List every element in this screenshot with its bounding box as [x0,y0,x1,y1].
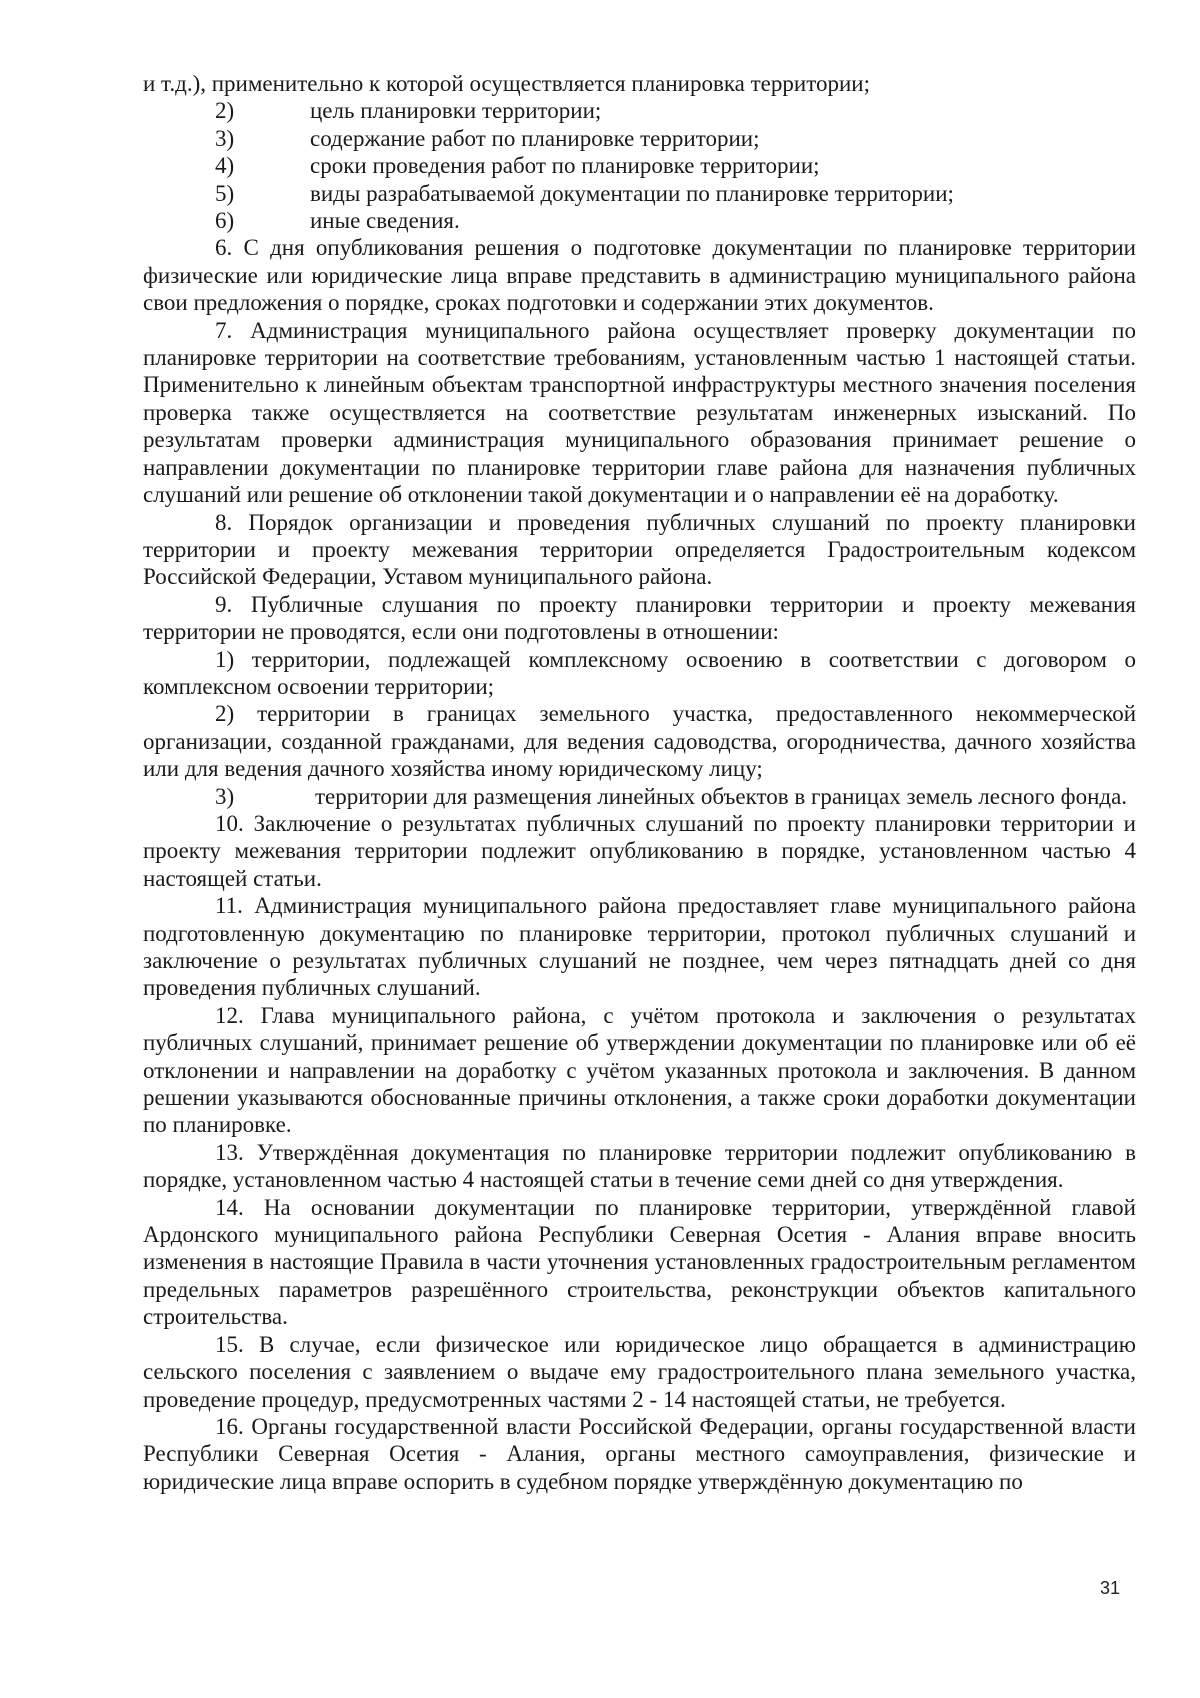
paragraph-14: 14. На основании документации по планировке территории, утверждённой главой Ардонского муниципального района Республики Северная Осетия - Алания вправе вносить изменения в настоящие Правила в части уточнения установленных градостроительным регламентом предельных параметров разрешённого строительства, реконструкции объектов капитального строительства. [143,1194,1136,1330]
paragraph-8: 8. Порядок организации и проведения публичных слушаний по проекту планировки территории и проекту межевания территории определяется Градостроительным кодексом Российской Федерации, Уставом муниципального района. [143,509,1136,590]
list-text: сроки проведения работ по планировке территории; [310,153,820,179]
paragraph-9-item-1: 1) территории, подлежащей комплексному освоению в соответствии с договором о комплексном освоении территории; [143,646,1136,699]
paragraph-9-item-3 [143,783,1136,810]
list-item [143,125,1136,152]
list-text: виды разрабатываемой документации по планировке территории; [310,180,954,206]
paragraph-7: 7. Администрация муниципального района осуществляет проверку документации по планировке территории на соответствие требованиям, установленным частью 1 настоящей статьи. Применительно к линейным объектам транспортной инфраструктуры местного значения поселения проверка также осуществляется на соответствие результатам инженерных изысканий. По результатам проверки администрация муниципального образования принимает решение о направлении документации по планировке территории главе района для назначения публичных слушаний или решение об отклонении такой документации и о направлении её на доработку. [143,317,1136,508]
list-number: 2) [215,98,235,124]
list-item [143,207,1136,234]
list-text: содержание работ по планировке территории; [310,125,760,151]
paragraph-12: 12. Глава муниципального района, с учётом протокола и заключения о результатах публичных слушаний, принимает решение об утверждении документации по планировке или об её отклонении и направлении на доработку с учётом указанных протокола и заключения. В данном решении указываются обоснованные причины отклонения, а также сроки доработки документации по планировке. [143,1002,1136,1138]
list-number: 6) [215,208,235,234]
list-number: 5) [215,180,235,206]
paragraph-15: 15. В случае, если физическое или юридическое лицо обращается в администрацию сельского поселения с заявлением о выдаче ему градостроительного плана земельного участка, проведение процедур, предусмотренных частями 2 - 14 настоящей статьи, не требуется. [143,1331,1136,1412]
list-text: цель планировки территории; [310,98,602,124]
paragraph-10: 10. Заключение о результатах публичных слушаний по проекту планировки территории и проекту межевания территории подлежит опубликованию в порядке, установленном частью 4 настоящей статьи. [143,810,1136,891]
list-item [143,180,1136,207]
list-text: территории для размещения линейных объектов в границах земель лесного фонда. [315,783,1128,809]
paragraph-9: 9. Публичные слушания по проекту планировки территории и проекту межевания территории не проводятся, если они подготовлены в отношении: [143,591,1136,645]
list-number: 4) [215,153,235,179]
continuation-line: и т.д.), применительно к которой осуществляется планировка территории; [143,71,870,96]
list-number: 3) [215,125,235,151]
list-item [143,97,1136,124]
list-text: иные сведения. [310,208,460,234]
page-number: 31 [1100,1578,1121,1598]
paragraph-16: 16. Органы государственной власти Российской Федерации, органы государственной власти Республики Северная Осетия - Алания, органы местного самоуправления, физические и юридические лица вправе оспорить в судебном порядке утверждённую документацию по [143,1413,1136,1494]
list-number: 3) [215,783,235,809]
paragraph-6: 6. С дня опубликования решения о подготовке документации по планировке территории физические или юридические лица вправе представить в администрацию муниципального района свои предложения о порядке, сроках подготовки и содержании этих документов. [143,235,1136,316]
paragraph-11: 11. Администрация муниципального района предоставляет главе муниципального района подготовленную документацию по планировке территории, протокол публичных слушаний и заключение о результатах публичных слушаний не позднее, чем через пятнадцать дней со дня проведения публичных слушаний. [143,893,1136,1001]
list-item [143,152,1136,179]
document-body [143,70,1136,1495]
paragraph-13: 13. Утверждённая документация по планировке территории подлежит опубликованию в порядке, установленном частью 4 настоящей статьи в течение семи дней со дня утверждения. [143,1139,1136,1193]
paragraph-9-item-2: 2) территории в границах земельного участка, предоставленного некоммерческой организации, созданной гражданами, для ведения садоводства, огородничества, дачного хозяйства или для ведения дачного хозяйства иному юридическому лицу; [143,701,1136,782]
